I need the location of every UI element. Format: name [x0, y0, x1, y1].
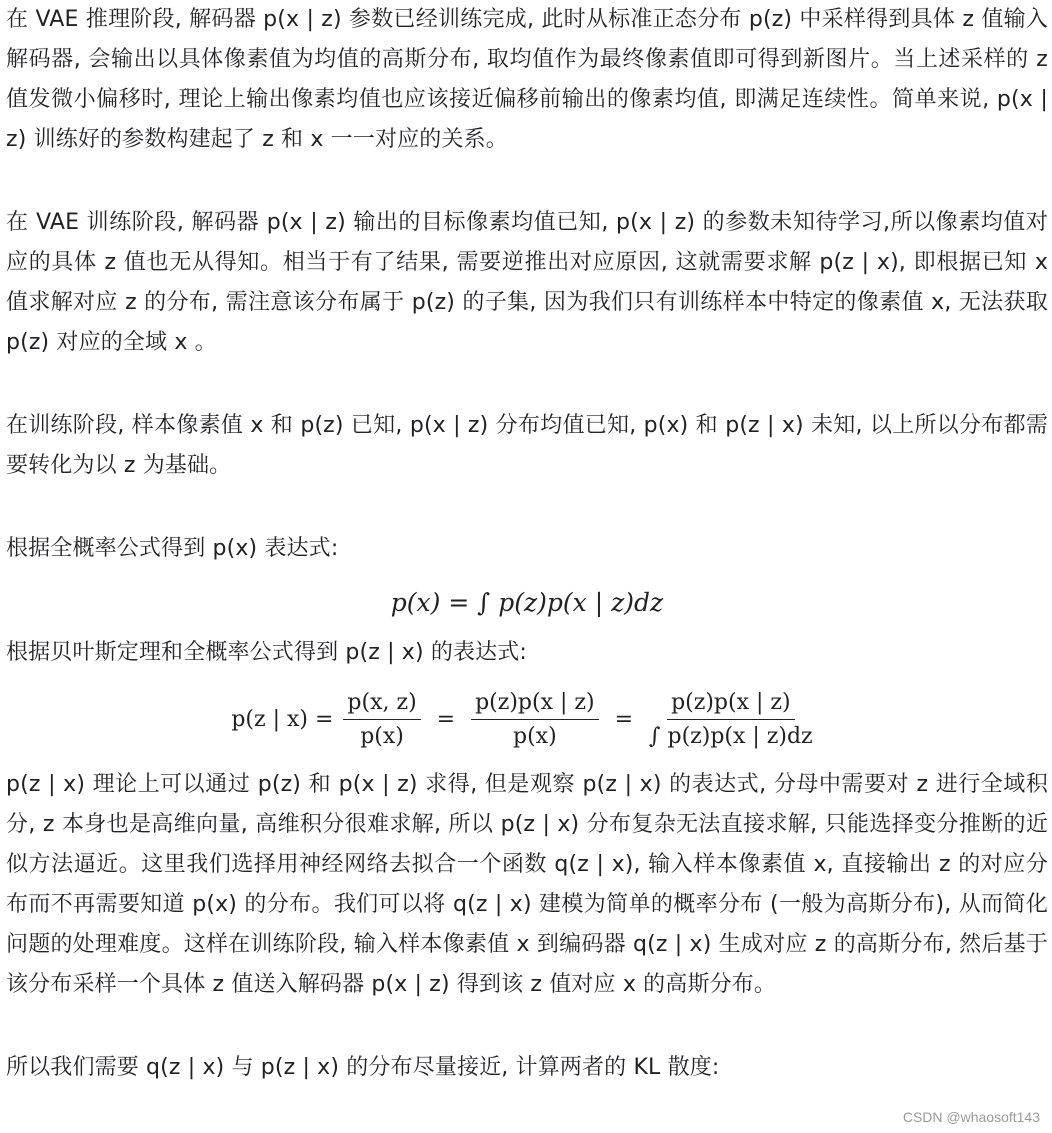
paragraph-bayes: 根据贝叶斯定理和全概率公式得到 p(z | x) 的表达式: — [6, 640, 527, 665]
equation-bayes — [6, 679, 1048, 759]
paragraph-variational: p(z | x) 理论上可以通过 p(z) 和 p(x | z) 求得, 但是观察 p(z | x) 的表达式, 分母中需要对 z 进行全域积分, z 本身也是高维向量, 高维积分很难求解, 所以 p(z | x) 分布复杂无法直接求解, 只能选择变分推断的近似方法逼近。这里我们选择用神经网络去拟合一个函数 q(z | x), 输入样本像素值 x, 直接输出 z 的对应分布而不再需要知道 p(x) 的分布。我们可以将 q(z | x) 建模为简单的概率分布 (一般为高斯分布), 从而简化问题的处理难度。这样在训练阶段, 输入样本像素值 x 到编码器 q(z | x) 生成对应 z 的高斯分布, 然后基于该分布采样一个具体 z 值送入解码器 p(x | z) 得到该 z 值对应 x 的高斯分布。 — [6, 772, 1048, 997]
paragraph-kl-divergence: 所以我们需要 q(z | x) 与 p(z | x) 的分布尽量接近, 计算两者的 KL 散度: — [6, 1055, 720, 1080]
fraction-1 — [343, 690, 420, 749]
fraction-3-numerator: p(z)p(x | z) — [667, 690, 795, 720]
paragraph-training-known: 在训练阶段, 样本像素值 x 和 p(z) 已知, p(x | z) 分布均值已知, p(x) 和 p(z | x) 未知, 以上所以分布都需要转化为以 z 为基础。 — [6, 413, 1048, 478]
paragraph-total-probability: 根据全概率公式得到 p(x) 表达式: — [6, 536, 339, 561]
fraction-3-denominator: ∫ p(z)p(x | z)dz — [649, 723, 813, 749]
equals-sign: = — [436, 706, 456, 732]
fraction-3 — [649, 690, 813, 749]
fraction-1-numerator: p(x, z) — [343, 690, 420, 720]
fraction-1-denominator: p(x) — [360, 723, 404, 749]
fraction-2-denominator: p(x) — [513, 723, 557, 749]
paragraph-inference: 在 VAE 推理阶段, 解码器 p(x | z) 参数已经训练完成, 此时从标准正态分布 p(z) 中采样得到具体 z 值输入解码器, 会输出以具体像素值为均值的高斯分布, 取均值作为最终像素值即可得到新图片。当上述采样的 z 值发微小偏移时, 理论上输出像素均值也应该接近偏移前输出的像素均值, 即满足连续性。简单来说, p(x | z) 训练好的参数构建起了 z 和 x 一一对应的关系。 — [6, 7, 1048, 152]
equation-lhs: p(z | x) = — [231, 706, 334, 732]
csdn-watermark: CSDN @whaosoft143 — [902, 1109, 1040, 1125]
paragraph-training: 在 VAE 训练阶段, 解码器 p(x | z) 输出的目标像素均值已知, p(x | z) 的参数未知待学习,所以像素均值对应的具体 z 值也无从得知。相当于有了结果, 需要逆推出对应原因, 这就需要求解 p(z | x), 即根据已知 x 值求解对应 z 的分布, 需注意该分布属于 p(z) 的子集, 因为我们只有训练样本中特定的像素值 x, 无法获取 p(z) 对应的全域 x 。 — [6, 210, 1048, 355]
equation-total-probability: p(x) = ∫ p(z)p(x | z)dz — [390, 588, 664, 617]
fraction-2 — [471, 690, 599, 749]
article-body — [6, 0, 1048, 1088]
fraction-2-numerator: p(z)p(x | z) — [471, 690, 599, 720]
equals-sign: = — [614, 706, 634, 732]
